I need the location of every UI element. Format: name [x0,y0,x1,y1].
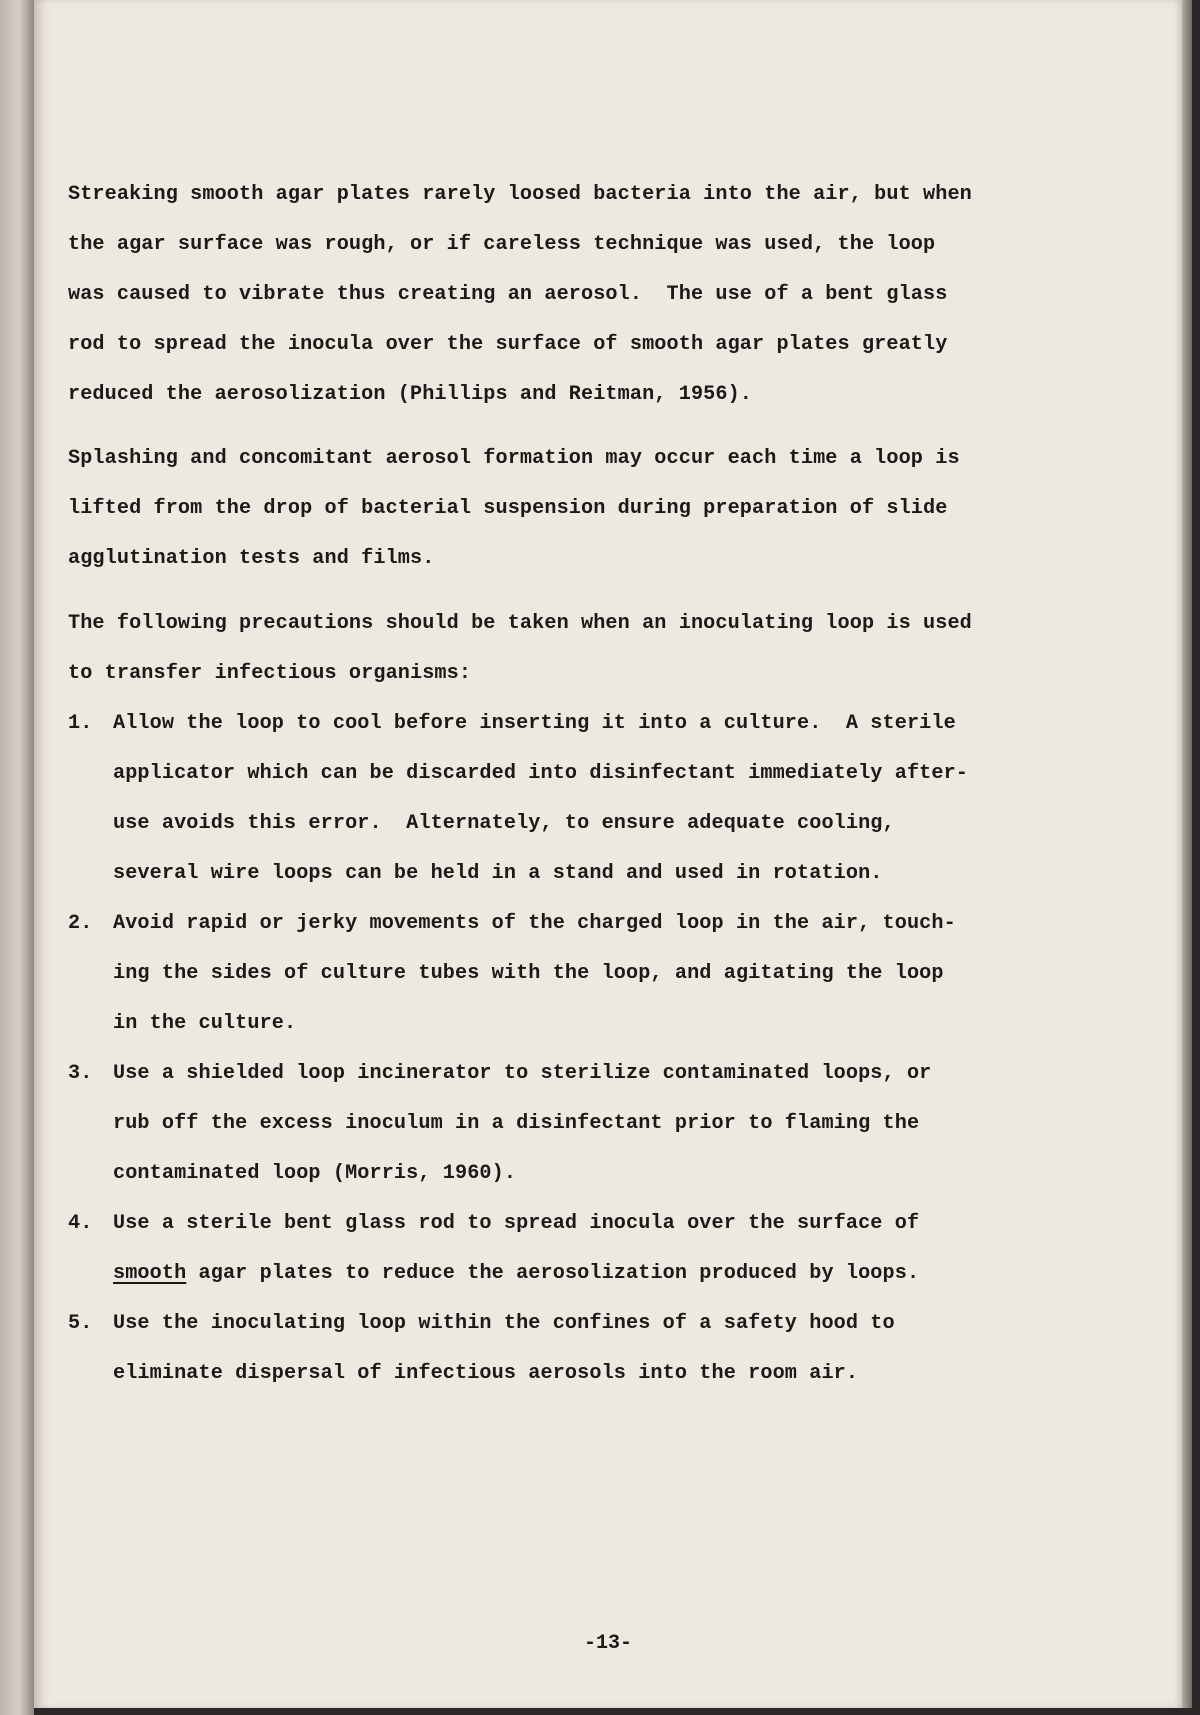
list-item [68,1199,1078,1299]
page-body [68,170,1078,1399]
page-number: -13- [583,1632,632,1655]
list-item [68,1049,1078,1199]
list-item [68,1299,1078,1399]
list-item [68,699,1078,899]
page-right-edge [1182,0,1192,1708]
facing-page-edge [0,0,34,1715]
list-item-number: 5. [68,1312,93,1335]
list-item-text: Use a shielded loop incinerator to sterilize contaminated loops, or rub off the excess inoculum in a disinfectant prior to flaming the contaminated loop (Morris, 1960). [113,1062,932,1185]
list-item-number: 3. [68,1062,93,1085]
paragraph-precautions-intro: The following precautions should be taken when an inoculating loop is used to transfer infectious organisms: [68,612,972,685]
list-item-text: Use the inoculating loop within the confines of a safety hood to eliminate dispersal of infectious aerosols into the room air. [113,1312,895,1385]
precautions-list [68,699,1078,1399]
list-item-text: Avoid rapid or jerky movements of the charged loop in the air, touch- ing the sides of culture tubes with the loop, and agitating the loop in the culture. [113,912,956,1035]
list-item-number: 2. [68,912,93,935]
underlined-word-smooth: smooth [113,1262,187,1285]
list-item [68,899,1078,1049]
paragraph-splashing: Splashing and concomitant aerosol formation may occur each time a loop is lifted from the drop of bacterial suspension during preparation of slide agglutination tests and films. [68,447,960,570]
paragraph-streaking: Streaking smooth agar plates rarely loosed bacteria into the air, but when the agar surface was rough, or if careless technique was used, the loop was caused to vibrate thus creating an aerosol. The use of a bent glass rod to spread the inocula over the surface of smooth agar plates greatly reduced the aerosolization (Phillips and Reitman, 1956). [68,183,972,406]
list-item-text-part: Use a sterile bent glass rod to spread inocula over the surface of [113,1212,920,1235]
list-item-text-part: agar plates to reduce the aerosolization produced by loops. [186,1262,920,1285]
document-page [34,0,1182,1708]
list-item-number: 4. [68,1212,93,1235]
list-item-text: Allow the loop to cool before inserting it into a culture. A sterile applicator which can be discarded into disinfectant immediately after- use avoids this error. Alternately, to ensure adequate cooling, several wire loops can be held in a stand and used in rotation. [113,712,969,885]
list-item-text [113,1199,1078,1299]
list-item-number: 1. [68,712,93,735]
